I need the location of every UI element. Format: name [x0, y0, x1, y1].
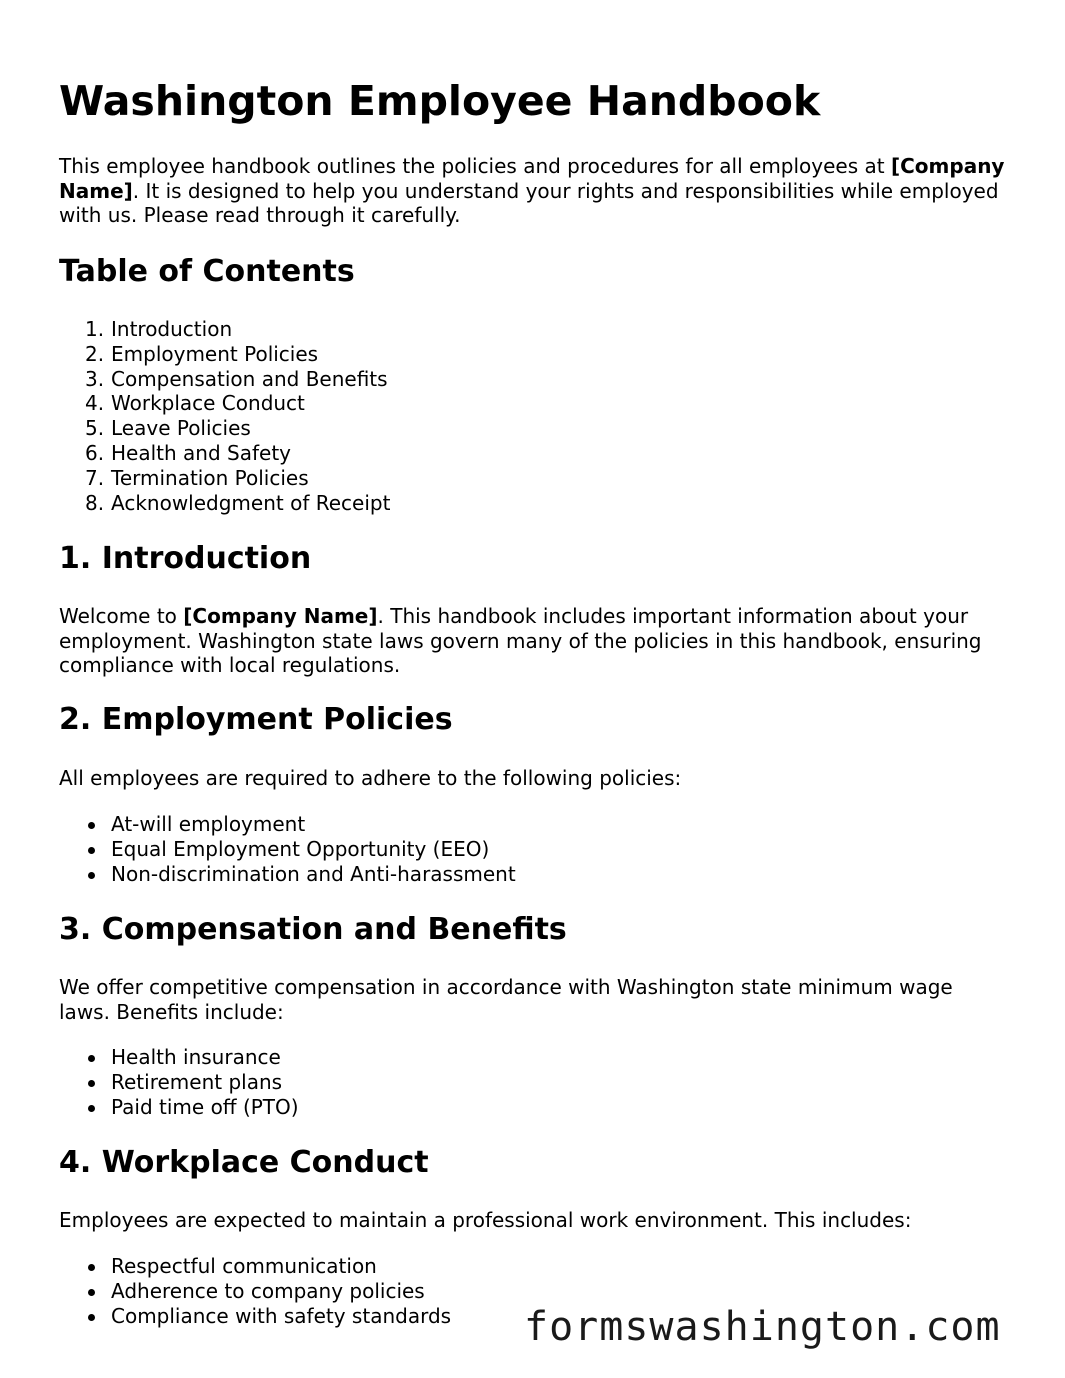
toc-item-number: 1. [85, 317, 105, 341]
toc-item-number: 4. [85, 391, 105, 416]
bullet-icon [88, 847, 95, 854]
list-item-text: Respectful communication [111, 1254, 377, 1278]
toc-item-label: Leave Policies [111, 416, 251, 441]
bullet-icon [88, 1105, 95, 1112]
introduction-text-start: Welcome to [59, 604, 184, 628]
company-name-placeholder: [Company Name] [183, 604, 378, 628]
compensation-paragraph: We offer competitive compensation in accordance with Washington state minimum wage laws. Benefits include: [59, 975, 953, 1024]
bullet-icon [88, 822, 95, 829]
workplace-conduct-paragraph: Employees are expected to maintain a professional work environment. This includes: [59, 1208, 912, 1232]
list-item-text: Retirement plans [111, 1069, 283, 1094]
toc-item [59, 317, 390, 342]
section-heading-employment-policies: 2. Employment Policies [59, 702, 453, 737]
toc-item [59, 416, 390, 441]
toc-item [59, 441, 390, 466]
toc-item-number: 2. [85, 341, 105, 366]
toc-item-label: Termination Policies [111, 465, 309, 490]
bullet-icon [88, 1055, 95, 1062]
site-watermark: formswashington.com [524, 1304, 1001, 1350]
list-item [59, 1304, 451, 1329]
toc-item-number: 7. [85, 465, 105, 490]
list-item [59, 837, 516, 862]
employment-policies-paragraph: All employees are required to adhere to the following policies: [59, 766, 682, 790]
bullet-icon [88, 1314, 95, 1321]
bullet-icon [88, 1289, 95, 1296]
toc-item-number: 8. [85, 490, 105, 515]
list-item [59, 1095, 299, 1120]
toc-item-label: Employment Policies [111, 341, 319, 366]
toc-list [59, 317, 390, 515]
toc-item [59, 367, 390, 392]
toc-item-label: Acknowledgment of Receipt [111, 490, 391, 515]
toc-item [59, 342, 390, 367]
list-item-text: Equal Employment Opportunity (EEO) [111, 836, 490, 861]
list-item [59, 1045, 299, 1070]
toc-item [59, 466, 390, 491]
toc-item [59, 391, 390, 416]
list-item [59, 862, 516, 887]
list-item-text: At-will employment [111, 812, 306, 836]
toc-item-label: Workplace Conduct [111, 391, 305, 416]
toc-item-number: 6. [85, 440, 105, 465]
toc-item-label: Compensation and Benefits [111, 366, 388, 391]
toc-item [59, 491, 390, 516]
section-heading-compensation-benefits: 3. Compensation and Benefits [59, 912, 567, 947]
section-heading-workplace-conduct: 4. Workplace Conduct [59, 1145, 429, 1180]
toc-item-number: 3. [85, 366, 105, 391]
toc-item-label: Introduction [111, 317, 233, 341]
toc-heading: Table of Contents [59, 254, 355, 289]
introduction-paragraph [59, 604, 1009, 678]
list-item-text: Health insurance [111, 1045, 281, 1069]
list-item-text: Paid time off (PTO) [111, 1094, 299, 1119]
list-item [59, 1254, 451, 1279]
bullet-icon [88, 1264, 95, 1271]
intro-text-start: This employee handbook outlines the policies and procedures for all employees at [59, 154, 891, 178]
toc-item-label: Health and Safety [111, 440, 291, 465]
list-item [59, 812, 516, 837]
toc-item-number: 5. [85, 416, 105, 441]
workplace-conduct-list [59, 1254, 451, 1328]
benefits-list [59, 1045, 299, 1119]
list-item-text: Adherence to company policies [111, 1278, 425, 1303]
section-heading-introduction: 1. Introduction [59, 541, 312, 576]
employment-policies-list [59, 812, 516, 886]
company-name-placeholder: [Company Name] [59, 154, 1005, 203]
bullet-icon [88, 872, 95, 879]
list-item [59, 1070, 299, 1095]
intro-text-end: . It is designed to help you understand your rights and responsibilities while employed with us. Please read through it carefully. [59, 178, 999, 228]
list-item-text: Compliance with safety standards [111, 1303, 452, 1328]
bullet-icon [88, 1080, 95, 1087]
document-title: Washington Employee Handbook [59, 77, 821, 125]
intro-paragraph [59, 154, 1009, 228]
list-item [59, 1279, 451, 1304]
list-item-text: Non-discrimination and Anti-harassment [111, 861, 516, 886]
introduction-text-end: . This handbook includes important information about your employment. Washington state laws govern many of the policies in this handbook, ensuring compliance with local regulations. [59, 604, 982, 678]
